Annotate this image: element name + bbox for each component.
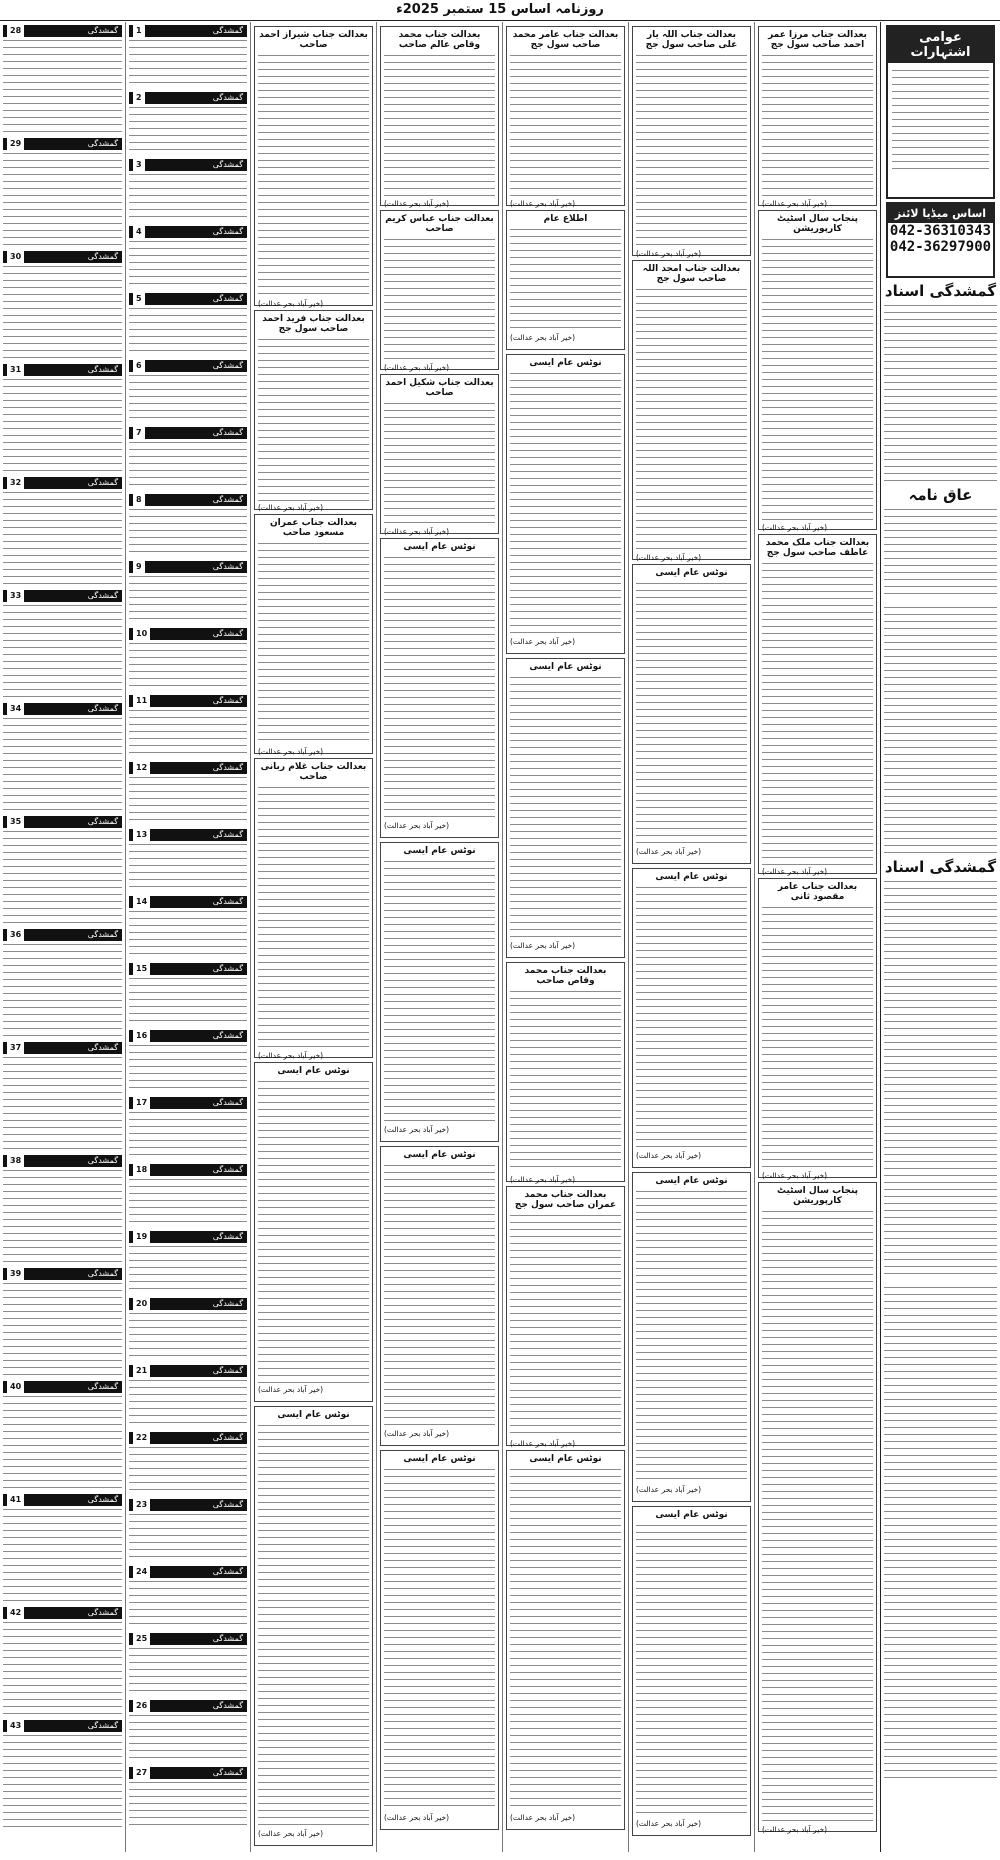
classified-header <box>129 1633 247 1645</box>
classified-heading: گمشدگی <box>212 562 243 571</box>
classified-header <box>3 364 122 376</box>
phone-1: 042-36310343 <box>889 223 992 239</box>
classified-number: 15 <box>133 963 150 975</box>
classified-header <box>129 226 247 238</box>
classified-heading: گمشدگی <box>212 160 243 169</box>
notice-title: نوٹس عام ایسی <box>529 358 602 368</box>
phone-2: 042-36297900 <box>889 239 992 255</box>
classified-number: 2 <box>133 92 145 104</box>
classified-number: 6 <box>133 360 145 372</box>
classified-heading: گمشدگی <box>212 1634 243 1643</box>
classified-text <box>129 1109 247 1161</box>
classified-number: 31 <box>7 364 24 376</box>
classified-number: 9 <box>133 561 145 573</box>
classified-header <box>129 92 247 104</box>
classified-text <box>3 602 122 700</box>
court-notice <box>632 26 751 256</box>
classified-number: 22 <box>133 1432 150 1444</box>
classified-text <box>3 1054 122 1152</box>
notice-signature: (خیر آباد بحر عدالت) <box>636 1819 702 1828</box>
court-notice <box>506 962 625 1182</box>
notice-title: بعدالت جناب شیراز احمد صاحب <box>259 30 368 50</box>
classified-header <box>3 477 122 489</box>
court-notice <box>506 1450 625 1830</box>
classified-header <box>3 929 122 941</box>
classified-text <box>129 506 247 558</box>
classified-text <box>129 1243 247 1295</box>
notice-signature: (خیر آباد بحر عدالت) <box>384 1813 450 1822</box>
classified-header <box>129 360 247 372</box>
masthead: روزنامہ اساس 15 ستمبر 2025ء <box>0 0 1000 21</box>
notice-text <box>884 604 997 854</box>
classified-text <box>3 263 122 361</box>
court-notice <box>254 514 373 754</box>
notice-title: بعدالت جناب عامر محمد صاحب سول جج <box>512 30 619 50</box>
notice-title: نوٹس عام ایسی <box>655 1510 728 1520</box>
court-notice <box>254 758 373 1058</box>
classified-header <box>129 427 247 439</box>
classified-header <box>129 159 247 171</box>
classified-header <box>129 896 247 908</box>
classified-number: 34 <box>7 703 24 715</box>
classified-header <box>129 695 247 707</box>
notice-column-5 <box>250 22 376 1852</box>
court-notice <box>380 1450 499 1830</box>
classified-header <box>129 25 247 37</box>
notice-signature: (خیر آباد بحر عدالت) <box>510 1175 576 1184</box>
court-notice <box>380 1146 499 1446</box>
notice-title: بعدالت جناب محمد وقاص صاحب <box>524 966 607 986</box>
classified-text <box>129 104 247 156</box>
court-notice <box>254 26 373 306</box>
classified-heading: گمشدگی <box>87 704 118 713</box>
notice-title: بعدالت جناب محمد وقاص عالم صاحب <box>398 30 481 50</box>
classified-text <box>3 1280 122 1378</box>
classified-text <box>129 774 247 826</box>
notice-title: نوٹس عام ایسی <box>655 872 728 882</box>
right-col-notices <box>884 1284 997 1784</box>
classified-number: 10 <box>133 628 150 640</box>
notice-signature: (خیر آباد بحر عدالت) <box>258 1051 324 1060</box>
court-notice <box>632 1506 751 1836</box>
classified-text <box>129 908 247 960</box>
court-notice <box>506 210 625 350</box>
classified-heading: گمشدگی <box>212 964 243 973</box>
classified-text <box>129 1712 247 1764</box>
notice-signature: (خیر آباد بحر عدالت) <box>510 1813 576 1822</box>
classified-header <box>129 1499 247 1511</box>
court-notice <box>758 210 877 530</box>
classified-number: 18 <box>133 1164 150 1176</box>
classified-header <box>129 293 247 305</box>
ad-text <box>892 67 989 172</box>
classified-text <box>3 828 122 926</box>
court-notice <box>506 658 625 958</box>
classified-header <box>129 1365 247 1377</box>
classified-heading: گمشدگی <box>212 1433 243 1442</box>
classified-text <box>129 707 247 759</box>
classified-header <box>129 963 247 975</box>
notice-signature: (خیر آباد بحر عدالت) <box>510 333 576 342</box>
classified-number: 38 <box>7 1155 24 1167</box>
notice-column-3 <box>502 22 628 1852</box>
classified-text <box>129 37 247 89</box>
media-title: اساس میڈیا لائنز <box>888 204 993 223</box>
classified-number: 30 <box>7 251 24 263</box>
classified-heading: گمشدگی <box>212 1567 243 1576</box>
classified-number: 23 <box>133 1499 150 1511</box>
classified-number: 14 <box>133 896 150 908</box>
classified-header <box>3 25 122 37</box>
classified-heading: گمشدگی <box>87 252 118 261</box>
court-notice <box>758 534 877 874</box>
notice-title: نوٹس عام ایسی <box>277 1066 350 1076</box>
classified-heading: گمشدگی <box>87 930 118 939</box>
court-notice <box>380 210 499 370</box>
classified-text <box>129 975 247 1027</box>
notice-title: نوٹس عام ایسی <box>403 542 476 552</box>
notice-signature: (خیر آباد بحر عدالت) <box>636 553 702 562</box>
disown-text <box>884 506 997 596</box>
classified-heading: گمشدگی <box>87 591 118 600</box>
classified-text <box>129 1511 247 1563</box>
notice-title: نوٹس عام ایسی <box>655 1176 728 1186</box>
classified-text <box>129 1310 247 1362</box>
classified-text <box>129 238 247 290</box>
classified-number: 41 <box>7 1494 24 1506</box>
classified-header <box>129 829 247 841</box>
classified-number: 16 <box>133 1030 150 1042</box>
notice-column-2 <box>628 22 754 1852</box>
notice-signature: (خیر آباد بحر عدالت) <box>762 199 828 208</box>
media-box <box>886 202 995 278</box>
ad-title: عوامی اشتہارات <box>888 27 993 63</box>
classified-header <box>3 1155 122 1167</box>
notice-column-1 <box>754 22 880 1852</box>
classified-text <box>3 1732 122 1830</box>
classified-text <box>3 1393 122 1491</box>
court-notice <box>380 538 499 838</box>
classified-heading: گمشدگی <box>87 1043 118 1052</box>
classified-text <box>3 1619 122 1717</box>
notice-title: بعدالت جناب ملک محمد عاطف صاحب سول جج <box>765 538 870 558</box>
classified-header <box>129 1298 247 1310</box>
notice-column-4 <box>376 22 502 1852</box>
classified-heading: گمشدگی <box>212 227 243 236</box>
classified-number: 43 <box>7 1720 24 1732</box>
notice-signature: (خیر آباد بحر عدالت) <box>636 847 702 856</box>
classified-text <box>129 1176 247 1228</box>
classified-header <box>129 1030 247 1042</box>
classified-text <box>129 305 247 357</box>
classified-heading: گمشدگی <box>87 1269 118 1278</box>
classified-text <box>3 376 122 474</box>
classified-text <box>129 1444 247 1496</box>
classified-text <box>3 37 122 135</box>
notice-signature: (خیر آباد بحر عدالت) <box>384 363 450 372</box>
classified-number: 17 <box>133 1097 150 1109</box>
lost-docs-text <box>884 302 997 482</box>
classified-heading: گمشدگی <box>212 26 243 35</box>
classified-header <box>129 628 247 640</box>
notice-signature: (خیر آباد بحر عدالت) <box>636 1151 702 1160</box>
ads-column <box>880 22 1000 1852</box>
classified-heading: گمشدگی <box>212 830 243 839</box>
notice-signature: (خیر آباد بحر عدالت) <box>762 867 828 876</box>
court-notice <box>632 868 751 1168</box>
classified-text <box>3 489 122 587</box>
classified-header <box>3 1494 122 1506</box>
classified-heading: گمشدگی <box>87 1721 118 1730</box>
classified-number: 29 <box>7 138 24 150</box>
lost-docs-text-2 <box>884 878 997 1278</box>
classified-number: 26 <box>133 1700 150 1712</box>
notice-signature: (خیر آباد بحر عدالت) <box>762 523 828 532</box>
notice-signature: (خیر آباد بحر عدالت) <box>510 1439 576 1448</box>
classified-header <box>129 1767 247 1779</box>
classified-heading: گمشدگی <box>212 361 243 370</box>
notice-signature: (خیر آباد بحر عدالت) <box>258 299 324 308</box>
classified-heading: گمشدگی <box>212 1232 243 1241</box>
classifieds-column-inner <box>125 22 250 1852</box>
classified-number: 3 <box>133 159 145 171</box>
notice-title: اطلاع عام <box>543 214 588 224</box>
classified-text <box>129 640 247 692</box>
court-notice <box>758 26 877 206</box>
classified-number: 13 <box>133 829 150 841</box>
classified-heading: گمشدگی <box>87 1608 118 1617</box>
classified-text <box>129 841 247 893</box>
classified-header <box>129 561 247 573</box>
classified-heading: گمشدگی <box>87 817 118 826</box>
classified-header <box>129 1164 247 1176</box>
court-notice <box>506 354 625 654</box>
court-notice <box>758 878 877 1178</box>
notice-title: نوٹس عام ایسی <box>403 1454 476 1464</box>
classified-heading: گمشدگی <box>87 1495 118 1504</box>
classified-number: 36 <box>7 929 24 941</box>
classified-header <box>3 1042 122 1054</box>
classified-text <box>129 372 247 424</box>
classified-heading: گمشدگی <box>212 294 243 303</box>
notice-title: بعدالت جناب غلام ربانی صاحب <box>260 762 367 782</box>
notice-title: بعدالت جناب اللہ یار علی صاحب سول جج <box>645 30 738 50</box>
classified-heading: گمشدگی <box>212 1366 243 1375</box>
classified-number: 1 <box>133 25 145 37</box>
classified-heading: گمشدگی <box>87 365 118 374</box>
notice-signature: (خیر آباد بحر عدالت) <box>258 747 324 756</box>
notice-title: نوٹس عام ایسی <box>655 568 728 578</box>
court-notice <box>254 310 373 510</box>
classified-text <box>129 573 247 625</box>
classified-header <box>129 1231 247 1243</box>
classified-number: 7 <box>133 427 145 439</box>
notice-title: بعدالت جناب مرزا عمر احمد صاحب سول جج <box>768 30 867 50</box>
classified-header <box>129 1097 247 1109</box>
classified-text <box>3 715 122 813</box>
court-notice <box>380 26 499 206</box>
classified-number: 28 <box>7 25 24 37</box>
classified-heading: گمشدگی <box>212 1098 243 1107</box>
lost-docs-title: گمشدگی اسناد <box>884 282 997 300</box>
classified-heading: گمشدگی <box>212 629 243 638</box>
classified-number: 8 <box>133 494 145 506</box>
classified-number: 39 <box>7 1268 24 1280</box>
notice-signature: (خیر آباد بحر عدالت) <box>258 1829 324 1838</box>
classified-number: 37 <box>7 1042 24 1054</box>
notice-signature: (خیر آباد بحر عدالت) <box>510 637 576 646</box>
notice-signature: (خیر آباد بحر عدالت) <box>384 1125 450 1134</box>
classified-number: 24 <box>133 1566 150 1578</box>
classified-text <box>129 1042 247 1094</box>
notice-signature: (خیر آباد بحر عدالت) <box>636 249 702 258</box>
classified-header <box>3 590 122 602</box>
notice-signature: (خیر آباد بحر عدالت) <box>258 1385 324 1394</box>
classified-text <box>3 941 122 1039</box>
classified-heading: گمشدگی <box>212 1768 243 1777</box>
classified-number: 20 <box>133 1298 150 1310</box>
notice-signature: (خیر آباد بحر عدالت) <box>636 1485 702 1494</box>
notice-title: نوٹس عام ایسی <box>403 846 476 856</box>
classified-text <box>129 439 247 491</box>
classified-heading: گمشدگی <box>212 897 243 906</box>
classified-number: 27 <box>133 1767 150 1779</box>
classified-heading: گمشدگی <box>87 26 118 35</box>
classified-heading: گمشدگی <box>212 428 243 437</box>
classified-header <box>129 1566 247 1578</box>
notice-title: بعدالت جناب عمران مسعود صاحب <box>269 518 358 538</box>
notice-signature: (خیر آباد بحر عدالت) <box>510 941 576 950</box>
classified-heading: گمشدگی <box>212 1165 243 1174</box>
classified-header <box>129 1432 247 1444</box>
notice-title: نوٹس عام ایسی <box>403 1150 476 1160</box>
classified-number: 4 <box>133 226 145 238</box>
notice-signature: (خیر آباد بحر عدالت) <box>384 1429 450 1438</box>
classified-header <box>3 816 122 828</box>
classified-heading: گمشدگی <box>212 763 243 772</box>
classified-text <box>3 150 122 248</box>
notice-title: پنجاب سال اسٹیٹ کارپوریشن <box>776 214 859 234</box>
notice-title: بعدالت جناب فرید احمد صاحب سول جج <box>262 314 365 334</box>
disown-title: عاق نامہ <box>908 486 973 504</box>
classified-header <box>3 1720 122 1732</box>
court-notice <box>758 1182 877 1832</box>
notice-signature: (خیر آباد بحر عدالت) <box>384 527 450 536</box>
notice-signature: (خیر آباد بحر عدالت) <box>762 1171 828 1180</box>
notice-signature: (خیر آباد بحر عدالت) <box>762 1825 828 1834</box>
classified-heading: گمشدگی <box>212 1701 243 1710</box>
classified-number: 11 <box>133 695 150 707</box>
classified-number: 33 <box>7 590 24 602</box>
notice-title: بعدالت جناب محمد عمران صاحب سول جج <box>514 1190 617 1210</box>
notice-signature: (خیر آباد بحر عدالت) <box>384 821 450 830</box>
notice-signature: (خیر آباد بحر عدالت) <box>384 199 450 208</box>
notice-title: پنجاب سال اسٹیٹ کارپوریشن <box>776 1186 859 1206</box>
classified-heading: گمشدگی <box>87 1382 118 1391</box>
notice-title: نوٹس عام ایسی <box>277 1410 350 1420</box>
notice-title: نوٹس عام ایسی <box>529 1454 602 1464</box>
classified-header <box>129 1700 247 1712</box>
classified-text <box>129 1779 247 1831</box>
classified-header <box>3 1268 122 1280</box>
court-notice <box>380 842 499 1142</box>
court-notice <box>632 1172 751 1502</box>
court-notice <box>380 374 499 534</box>
court-notice <box>506 26 625 206</box>
classified-heading: گمشدگی <box>212 1500 243 1509</box>
classified-header <box>3 703 122 715</box>
court-notice <box>254 1406 373 1846</box>
court-notice <box>632 564 751 864</box>
classified-heading: گمشدگی <box>212 93 243 102</box>
classified-number: 25 <box>133 1633 150 1645</box>
notice-title: بعدالت جناب عباس کریم صاحب <box>385 214 494 234</box>
classified-text <box>129 1645 247 1697</box>
classified-header <box>129 762 247 774</box>
classified-number: 42 <box>7 1607 24 1619</box>
classified-number: 35 <box>7 816 24 828</box>
classified-number: 12 <box>133 762 150 774</box>
classified-number: 19 <box>133 1231 150 1243</box>
classified-header <box>129 494 247 506</box>
classified-heading: گمشدگی <box>212 495 243 504</box>
public-ads-box <box>886 25 995 199</box>
classified-text <box>3 1506 122 1604</box>
notice-signature: (خیر آباد بحر عدالت) <box>258 503 324 512</box>
classified-text <box>129 1377 247 1429</box>
classified-number: 40 <box>7 1381 24 1393</box>
classified-text <box>3 1167 122 1265</box>
notice-title: بعدالت جناب امجد اللہ صاحب سول جج <box>642 264 741 284</box>
court-notice <box>254 1062 373 1402</box>
notice-title: بعدالت جناب عامر مقصود ثانی <box>777 882 858 902</box>
classified-header <box>3 251 122 263</box>
notice-title: نوٹس عام ایسی <box>529 662 602 672</box>
notice-signature: (خیر آباد بحر عدالت) <box>510 199 576 208</box>
classified-heading: گمشدگی <box>212 696 243 705</box>
classified-text <box>129 1578 247 1630</box>
notice-title: بعدالت جناب شکیل احمد صاحب <box>385 378 494 398</box>
classified-header <box>3 1607 122 1619</box>
classified-number: 5 <box>133 293 145 305</box>
classified-text <box>129 171 247 223</box>
classified-heading: گمشدگی <box>212 1299 243 1308</box>
court-notice <box>506 1186 625 1446</box>
classified-heading: گمشدگی <box>87 478 118 487</box>
classifieds-column-outer <box>0 22 125 1852</box>
court-notice <box>632 260 751 560</box>
classified-header <box>3 138 122 150</box>
lost-docs-title-2: گمشدگی اسناد <box>884 858 997 876</box>
classified-number: 32 <box>7 477 24 489</box>
classified-heading: گمشدگی <box>87 1156 118 1165</box>
classified-number: 21 <box>133 1365 150 1377</box>
classified-header <box>3 1381 122 1393</box>
classified-heading: گمشدگی <box>87 139 118 148</box>
classified-heading: گمشدگی <box>212 1031 243 1040</box>
